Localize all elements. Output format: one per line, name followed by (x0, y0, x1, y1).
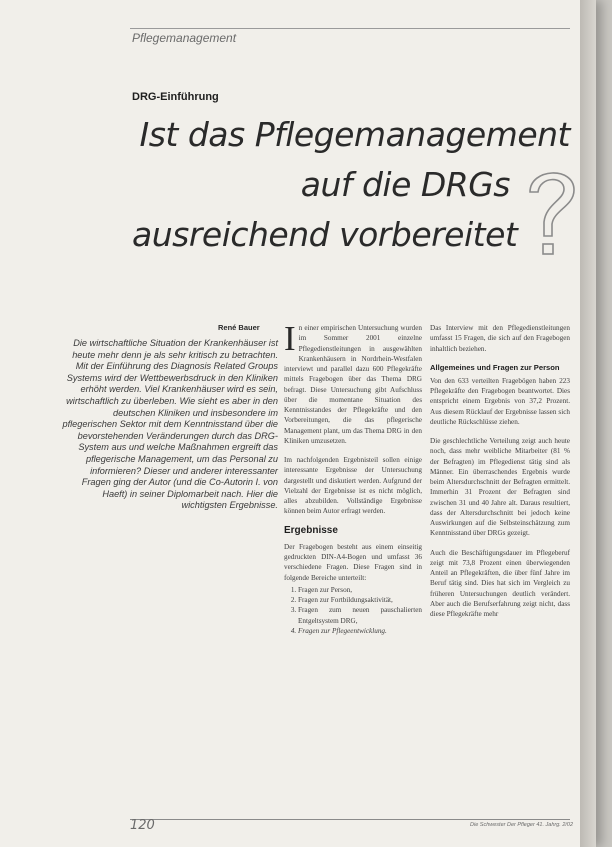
body-paragraph: Die geschlechtliche Verteilung zeigt auch heute noch, dass mehr weibliche Mitarbeiter (81 % der Befragten) im Pflegedienst tätig sind als Männer. Ein überraschendes Ergebnis wurde beim Altersdurchschnitt der Befragten ermittelt. Immerhin 31 Prozent der Befragten sind zwischen 31 und 40 Jahre alt. Daraus resultiert, dass der Altersdurchschnitt bei jedoch keine Auswirkungen auf die Selbsteinschätzung zum Kenntnisstand über DRGs gezeigt. (430, 437, 570, 538)
article-headline (90, 110, 570, 260)
author-name: René Bauer (218, 323, 260, 332)
section-rule (130, 28, 570, 29)
list-item: 3. Fragen zum neuen pauschalierten Entgeltsystem DRG, (298, 605, 422, 626)
footer-rule (130, 819, 570, 820)
body-column-2 (284, 319, 422, 636)
list-item: 2. Fragen zur Fortbildungsaktivität, (298, 595, 422, 605)
subheading-general: Allgemeines und Fragen zur Person (430, 362, 560, 372)
body-text: n einer empirischen Untersuchung wurden im Sommer 2001 einzelne Pflegedienstleitungen in ausgewählten Krankenhäusern in Nordrhein-Westfalen interviewt und parallel dazu 600 Pflegekräfte mittels Fragebogen über das Thema DRG befragt. Diese Untersuchung gibt Aufschluss über die momentane Situation des Kenntnisstandes der Pflegekräfte und den Vorbereitungen, die das pflegerische Management plant, um das Thema DRG in den Kliniken umzusetzen. (284, 324, 422, 445)
body-paragraph: Im nachfolgenden Ergebnisteil sollen einige interessante Ergebnisse der Untersuchung dargestellt und diskutiert werden. Aufgrund der Vielzahl der Ergebnisse ist es nicht möglich, alles abzubilden. Vollständige Ergebnisse können beim Autor erfragt werden. (284, 456, 422, 516)
headline-line-3: ausreichend vorbereitet (132, 215, 518, 254)
headline-line-2: auf die DRGs (300, 165, 510, 204)
subheading-results: Ergebnisse (284, 524, 338, 536)
body-paragraph: Das Interview mit den Pflegedienstleitungen umfasst 15 Fragen, die sich auf den Fragebogen inhaltlich beziehen. (430, 324, 570, 353)
section-label: Pflegemanagement (132, 31, 237, 45)
article-lead: Die wirtschaftliche Situation der Krankenhäuser ist heute mehr denn je als sehr kritisch zu betrachten. Mit der Einführung des Diagnosis Related Groups Systems wird der Wettbewerbsdruck in den Kliniken erhöht werden. Viel Krankenhäuser wird es sein, wirtschaftlich zu überleben. Wie sieht es aber in den deutschen Kliniken und insbesondere im pflegerischen Sektor mit dem Kenntnisstand über die bevorstehenden Veränderungen durch das DRG-System aus und welche Maßnahmen ergreift das pflegerische Management, um das Personal zu informieren? Dieser und anderer interessanter Fragen ging der Autor (und die Co-Autorin I. von Haeft) in seiner Diplomarbeit nach. Hier die wichtigsten Ergebnisse. (62, 338, 278, 511)
body-paragraph: Der Fragebogen besteht aus einem einseitig gedruckten DIN-A4-Bogen und umfasst 36 verschiedene Fragen. Diese Fragen sind in folgende Bereiche unterteilt: (284, 542, 422, 582)
footer-source: Die Schwester Der Pfleger 41. Jahrg. 2/02 (470, 822, 574, 828)
page-number: 120 (130, 818, 155, 833)
headline-line-1: Ist das Pflegemanagement (139, 115, 570, 154)
list-item: 1. Fragen zur Person, (298, 585, 422, 595)
drop-cap: I (284, 319, 296, 358)
body-column-3 (430, 323, 570, 628)
question-category-list (284, 585, 422, 636)
page-edge (580, 0, 596, 847)
body-paragraph: Von den 633 verteilten Fragebögen haben 223 Pflegekräfte den Fragebogen beantwortet. Dies entspricht einem Ergebnis von 37,2 Prozent. Aus diesem Rücklauf der Ergebnisse lassen sich deutliche Rückschlüsse ziehen. (430, 376, 570, 426)
list-item: 4. Fragen zur Pflegeentwicklung. (298, 626, 422, 636)
body-paragraph (284, 319, 422, 446)
article-kicker: DRG-Einführung (132, 91, 219, 103)
body-paragraph: Auch die Beschäftigungsdauer im Pflegeberuf zeigt mit 73,8 Prozent einen überwiegenden Anteil an Pflegekräften, die über fünf Jahre im Beruf tätig sind. Dies hat sich im Vergleich zu früheren Untersuchungen deutlich verändert. Aber auch die Berufserfahrung zeigt nicht, dass diese Pflegekräfte mehr (430, 548, 570, 618)
question-mark-graphic (516, 162, 586, 272)
